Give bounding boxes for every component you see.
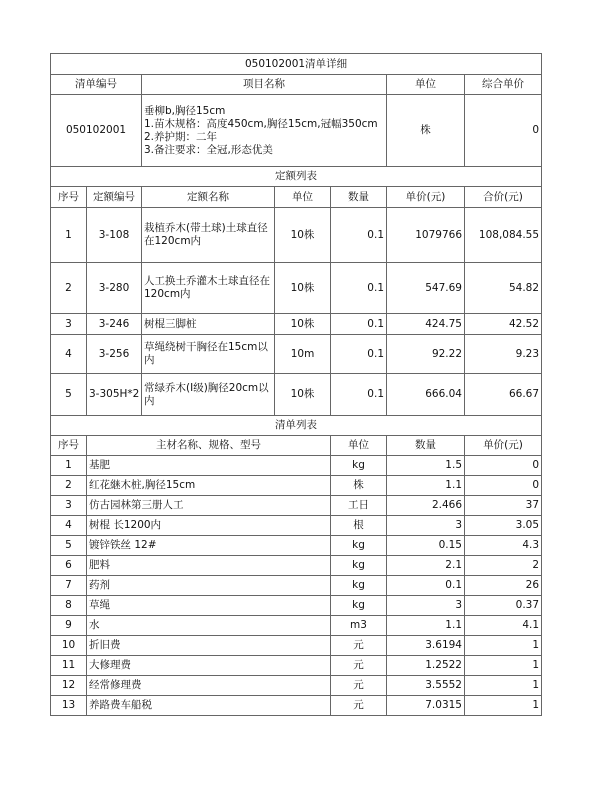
materials-row-qty: 1.5: [387, 456, 465, 476]
materials-row-no: 9: [51, 616, 87, 636]
materials-row-name: 肥料: [87, 556, 331, 576]
materials-row: [51, 476, 542, 496]
quota-row-unit: 10株: [275, 374, 331, 416]
quota-row-code: 3-305H*2: [87, 374, 142, 416]
materials-row-qty: 1.2522: [387, 656, 465, 676]
materials-row-no: 1: [51, 456, 87, 476]
quota-row-price: 547.69: [387, 263, 465, 314]
materials-row-price: 0.37: [465, 596, 542, 616]
quota-row-unit: 10m: [275, 335, 331, 374]
materials-row-unit: 根: [331, 516, 387, 536]
materials-row-qty: 3.6194: [387, 636, 465, 656]
quota-row-name: 栽植乔木(带土球)土球直径在120cm内: [142, 208, 275, 263]
materials-row-no: 3: [51, 496, 87, 516]
materials-row-qty: 2.466: [387, 496, 465, 516]
bill-price: 0: [465, 95, 542, 167]
header-bill-code: 清单编号: [51, 75, 142, 95]
materials-row: [51, 456, 542, 476]
quota-row-total: 54.82: [465, 263, 542, 314]
materials-row-no: 12: [51, 676, 87, 696]
materials-row-price: 3.05: [465, 516, 542, 536]
materials-row: [51, 536, 542, 556]
materials-row-unit: kg: [331, 576, 387, 596]
quota-header-price: 单价(元): [387, 187, 465, 208]
quota-row-code: 3-246: [87, 314, 142, 335]
materials-row-name: 药剂: [87, 576, 331, 596]
bill-desc-line-1: 垂柳b,胸径15cm: [144, 104, 226, 117]
materials-row-qty: 1.1: [387, 476, 465, 496]
quota-row-price: 666.04: [387, 374, 465, 416]
quota-row-name: 树棍三脚桩: [142, 314, 275, 335]
quota-row-name: 草绳绕树干胸径在15cm以内: [142, 335, 275, 374]
materials-row-qty: 2.1: [387, 556, 465, 576]
quota-row-qty: 0.1: [331, 314, 387, 335]
bill-code: 050102001: [51, 95, 142, 167]
materials-row-qty: 3: [387, 516, 465, 536]
quota-header-no: 序号: [51, 187, 87, 208]
quota-row-price: 1079766: [387, 208, 465, 263]
materials-row-no: 2: [51, 476, 87, 496]
materials-row-name: 折旧费: [87, 636, 331, 656]
quota-header-qty: 数量: [331, 187, 387, 208]
quota-header-name: 定额名称: [142, 187, 275, 208]
materials-row-unit: m3: [331, 616, 387, 636]
quota-row-total: 66.67: [465, 374, 542, 416]
sheet-title: 050102001清单详细: [51, 54, 542, 75]
quota-row-code: 3-108: [87, 208, 142, 263]
materials-row-qty: 1.1: [387, 616, 465, 636]
materials-header-unit-visible: 单位: [331, 436, 387, 456]
materials-row-no: 13: [51, 696, 87, 716]
quota-header-total: 合价(元): [465, 187, 542, 208]
bill-desc-line-2: 1.苗木规格：高度450cm,胸径15cm,冠幅350cm: [144, 117, 378, 130]
materials-row: [51, 616, 542, 636]
materials-row-qty: 7.0315: [387, 696, 465, 716]
materials-row-unit: 元: [331, 636, 387, 656]
quota-row-total: 9.23: [465, 335, 542, 374]
materials-row-name: 经常修理费: [87, 676, 331, 696]
materials-row-name: 草绳: [87, 596, 331, 616]
quota-row-unit: 10株: [275, 208, 331, 263]
materials-row: [51, 656, 542, 676]
materials-row-no: 10: [51, 636, 87, 656]
materials-row-price: 1: [465, 696, 542, 716]
materials-row-no: 8: [51, 596, 87, 616]
header-unit-price: 综合单价: [465, 75, 542, 95]
materials-row-unit: kg: [331, 556, 387, 576]
materials-header-name: 主材名称、规格、型号: [87, 436, 331, 456]
header-unit: 单位: [387, 75, 465, 95]
materials-row-name: 红花継木桩,胸径15cm: [87, 476, 331, 496]
materials-row-price: 1: [465, 636, 542, 656]
materials-section-title: 清单列表: [51, 416, 542, 436]
quota-row-qty: 0.1: [331, 335, 387, 374]
quota-row-total: 42.52: [465, 314, 542, 335]
materials-row-name: 仿古园林第三册人工: [87, 496, 331, 516]
materials-row-price: 37: [465, 496, 542, 516]
materials-header-no: 序号: [51, 436, 87, 456]
quota-header-unit: 单位: [275, 187, 331, 208]
materials-row-unit: kg: [331, 456, 387, 476]
quota-row-no: 5: [51, 374, 87, 416]
materials-row-unit: 株: [331, 476, 387, 496]
materials-row-unit: 元: [331, 656, 387, 676]
bill-desc-line-4: 3.备注要求：全冠,形态优美: [144, 143, 273, 156]
materials-row-unit: 元: [331, 696, 387, 716]
quota-row-total: 108,084.55: [465, 208, 542, 263]
materials-row-price: 4.3: [465, 536, 542, 556]
materials-row: [51, 636, 542, 656]
quota-row-no: 3: [51, 314, 87, 335]
materials-header-price: 单价(元): [465, 436, 542, 456]
quota-row-price: 92.22: [387, 335, 465, 374]
materials-row-qty: 3: [387, 596, 465, 616]
materials-row-no: 6: [51, 556, 87, 576]
quota-row: [51, 335, 542, 374]
quota-row-no: 2: [51, 263, 87, 314]
quota-row-unit: 10株: [275, 263, 331, 314]
header-item-name: 项目名称: [142, 75, 387, 95]
quota-row-price: 424.75: [387, 314, 465, 335]
materials-row-name: 养路费车船税: [87, 696, 331, 716]
materials-row-price: 0: [465, 456, 542, 476]
bill-unit: 株: [387, 95, 465, 167]
materials-row-name: 树棍 长1200内: [87, 516, 331, 536]
materials-header-qty: 数量: [387, 436, 465, 456]
materials-row-qty: 0.15: [387, 536, 465, 556]
quota-row-code: 3-256: [87, 335, 142, 374]
materials-row: [51, 676, 542, 696]
materials-row-no: 5: [51, 536, 87, 556]
materials-row-no: 11: [51, 656, 87, 676]
materials-row-qty: 3.5552: [387, 676, 465, 696]
materials-row-unit: kg: [331, 596, 387, 616]
quota-row-qty: 0.1: [331, 374, 387, 416]
quota-row: [51, 374, 542, 416]
quota-row-unit: 10株: [275, 314, 331, 335]
quota-row-code: 3-280: [87, 263, 142, 314]
materials-row: [51, 696, 542, 716]
quota-row-name: 人工换土乔灌木土球直径在120cm内: [142, 263, 275, 314]
materials-row: [51, 596, 542, 616]
bill-detail-table: [50, 53, 542, 716]
materials-row-unit: 工日: [331, 496, 387, 516]
materials-row-unit: kg: [331, 536, 387, 556]
materials-row-unit: 元: [331, 676, 387, 696]
materials-row-name: 镀锌铁丝 12#: [87, 536, 331, 556]
materials-row-no: 4: [51, 516, 87, 536]
bill-desc-line-3: 2.养护期：二年: [144, 130, 218, 143]
quota-row-qty: 0.1: [331, 208, 387, 263]
materials-row-no: 7: [51, 576, 87, 596]
materials-row: [51, 576, 542, 596]
bill-description: [142, 95, 387, 167]
materials-row-price: 26: [465, 576, 542, 596]
materials-row: [51, 556, 542, 576]
materials-row-price: 0: [465, 476, 542, 496]
quota-row-no: 4: [51, 335, 87, 374]
materials-row-price: 1: [465, 676, 542, 696]
materials-row-name: 大修理费: [87, 656, 331, 676]
quota-row: [51, 314, 542, 335]
materials-row: [51, 496, 542, 516]
materials-row-price: 1: [465, 656, 542, 676]
quota-header-code: 定额编号: [87, 187, 142, 208]
materials-row: [51, 516, 542, 536]
quota-row-name: 常绿乔木(I级)胸径20cm以内: [142, 374, 275, 416]
quota-section-title: 定额列表: [51, 167, 542, 187]
quota-row-no: 1: [51, 208, 87, 263]
quota-row: [51, 208, 542, 263]
quota-row: [51, 263, 542, 314]
quota-row-qty: 0.1: [331, 263, 387, 314]
materials-row-name: 基肥: [87, 456, 331, 476]
materials-row-name: 水: [87, 616, 331, 636]
materials-row-price: 2: [465, 556, 542, 576]
materials-row-price: 4.1: [465, 616, 542, 636]
bill-detail-sheet: [50, 53, 541, 716]
materials-row-qty: 0.1: [387, 576, 465, 596]
